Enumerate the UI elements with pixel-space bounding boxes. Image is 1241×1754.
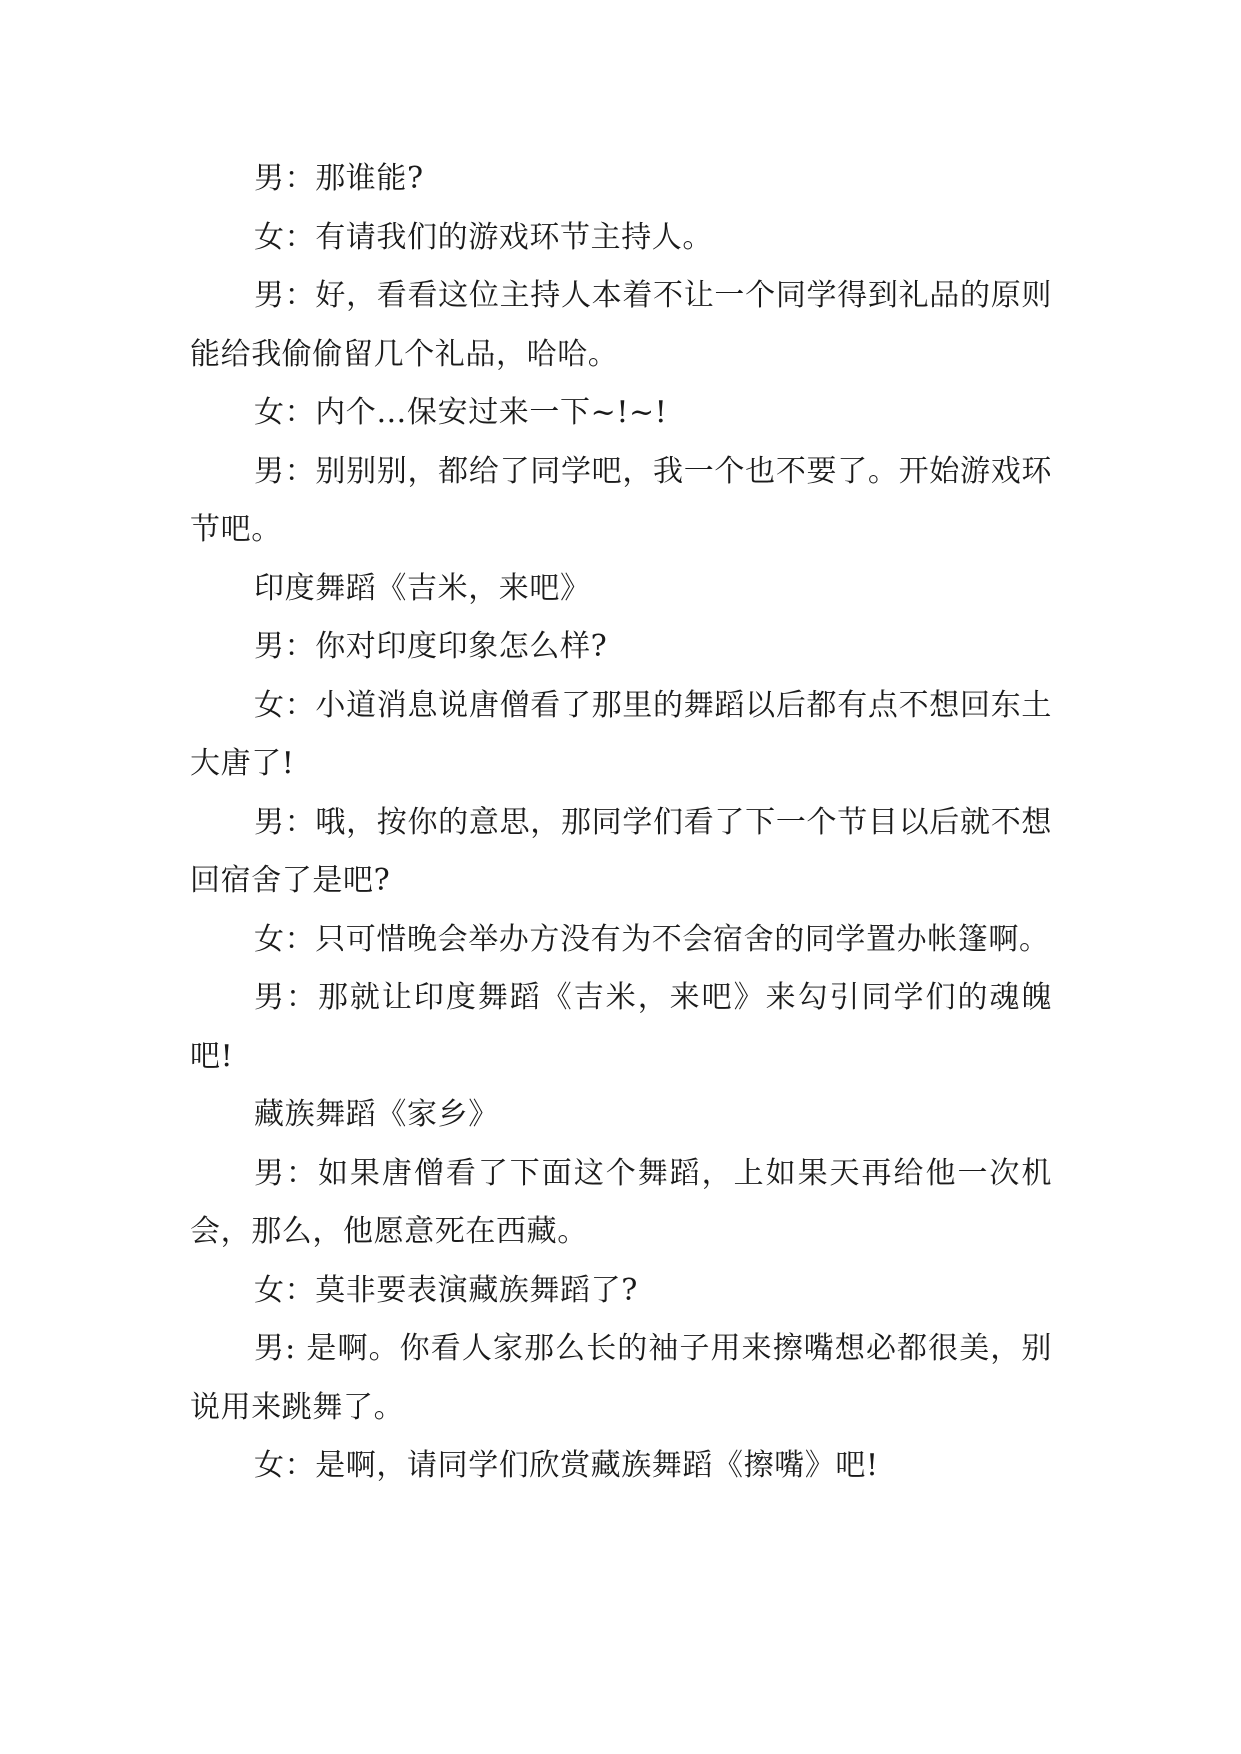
dialogue-line: 女：莫非要表演藏族舞蹈了? <box>254 1272 638 1308</box>
dialogue-line: 女：内个…保安过来一下~!~! <box>254 395 668 430</box>
program-title: 藏族舞蹈《家乡》 <box>254 1097 499 1132</box>
dialogue-line: 女：有请我们的游戏环节主持人。 <box>254 219 713 255</box>
program-title: 印度舞蹈《吉米，来吧》 <box>254 570 591 606</box>
dialogue-line: 男: 是啊。你看人家那么长的袖子用来擦嘴想必都很美，别说用来跳舞了。 <box>190 1331 1052 1425</box>
dialogue-line: 男：别别别，都给了同学吧，我一个也不要了。开始游戏环节吧。 <box>190 453 1052 547</box>
dialogue-line: 男：你对印度印象怎么样? <box>254 629 608 664</box>
dialogue-line: 女：只可惜晚会举办方没有为不会宿舍的同学置办帐篷啊。 <box>254 921 1050 957</box>
dialogue-line: 男：好，看看这位主持人本着不让一个同学得到礼品的原则能给我偷偷留几个礼品，哈哈。 <box>190 278 1052 372</box>
document-body <box>190 150 1052 1496</box>
dialogue-line: 女：小道消息说唐僧看了那里的舞蹈以后都有点不想回东土大唐了! <box>190 687 1052 781</box>
dialogue-line: 女：是啊，请同学们欣赏藏族舞蹈《擦嘴》吧! <box>254 1448 879 1483</box>
dialogue-line: 男：如果唐僧看了下面这个舞蹈，上如果天再给他一次机会，那么，他愿意死在西藏。 <box>190 1155 1052 1249</box>
dialogue-line: 男：哦，按你的意思，那同学们看了下一个节目以后就不想回宿舍了是吧? <box>190 804 1052 898</box>
dialogue-line: 男：那谁能? <box>254 161 424 196</box>
dialogue-line: 男：那就让印度舞蹈《吉米，来吧》来勾引同学们的魂魄吧! <box>190 980 1052 1074</box>
